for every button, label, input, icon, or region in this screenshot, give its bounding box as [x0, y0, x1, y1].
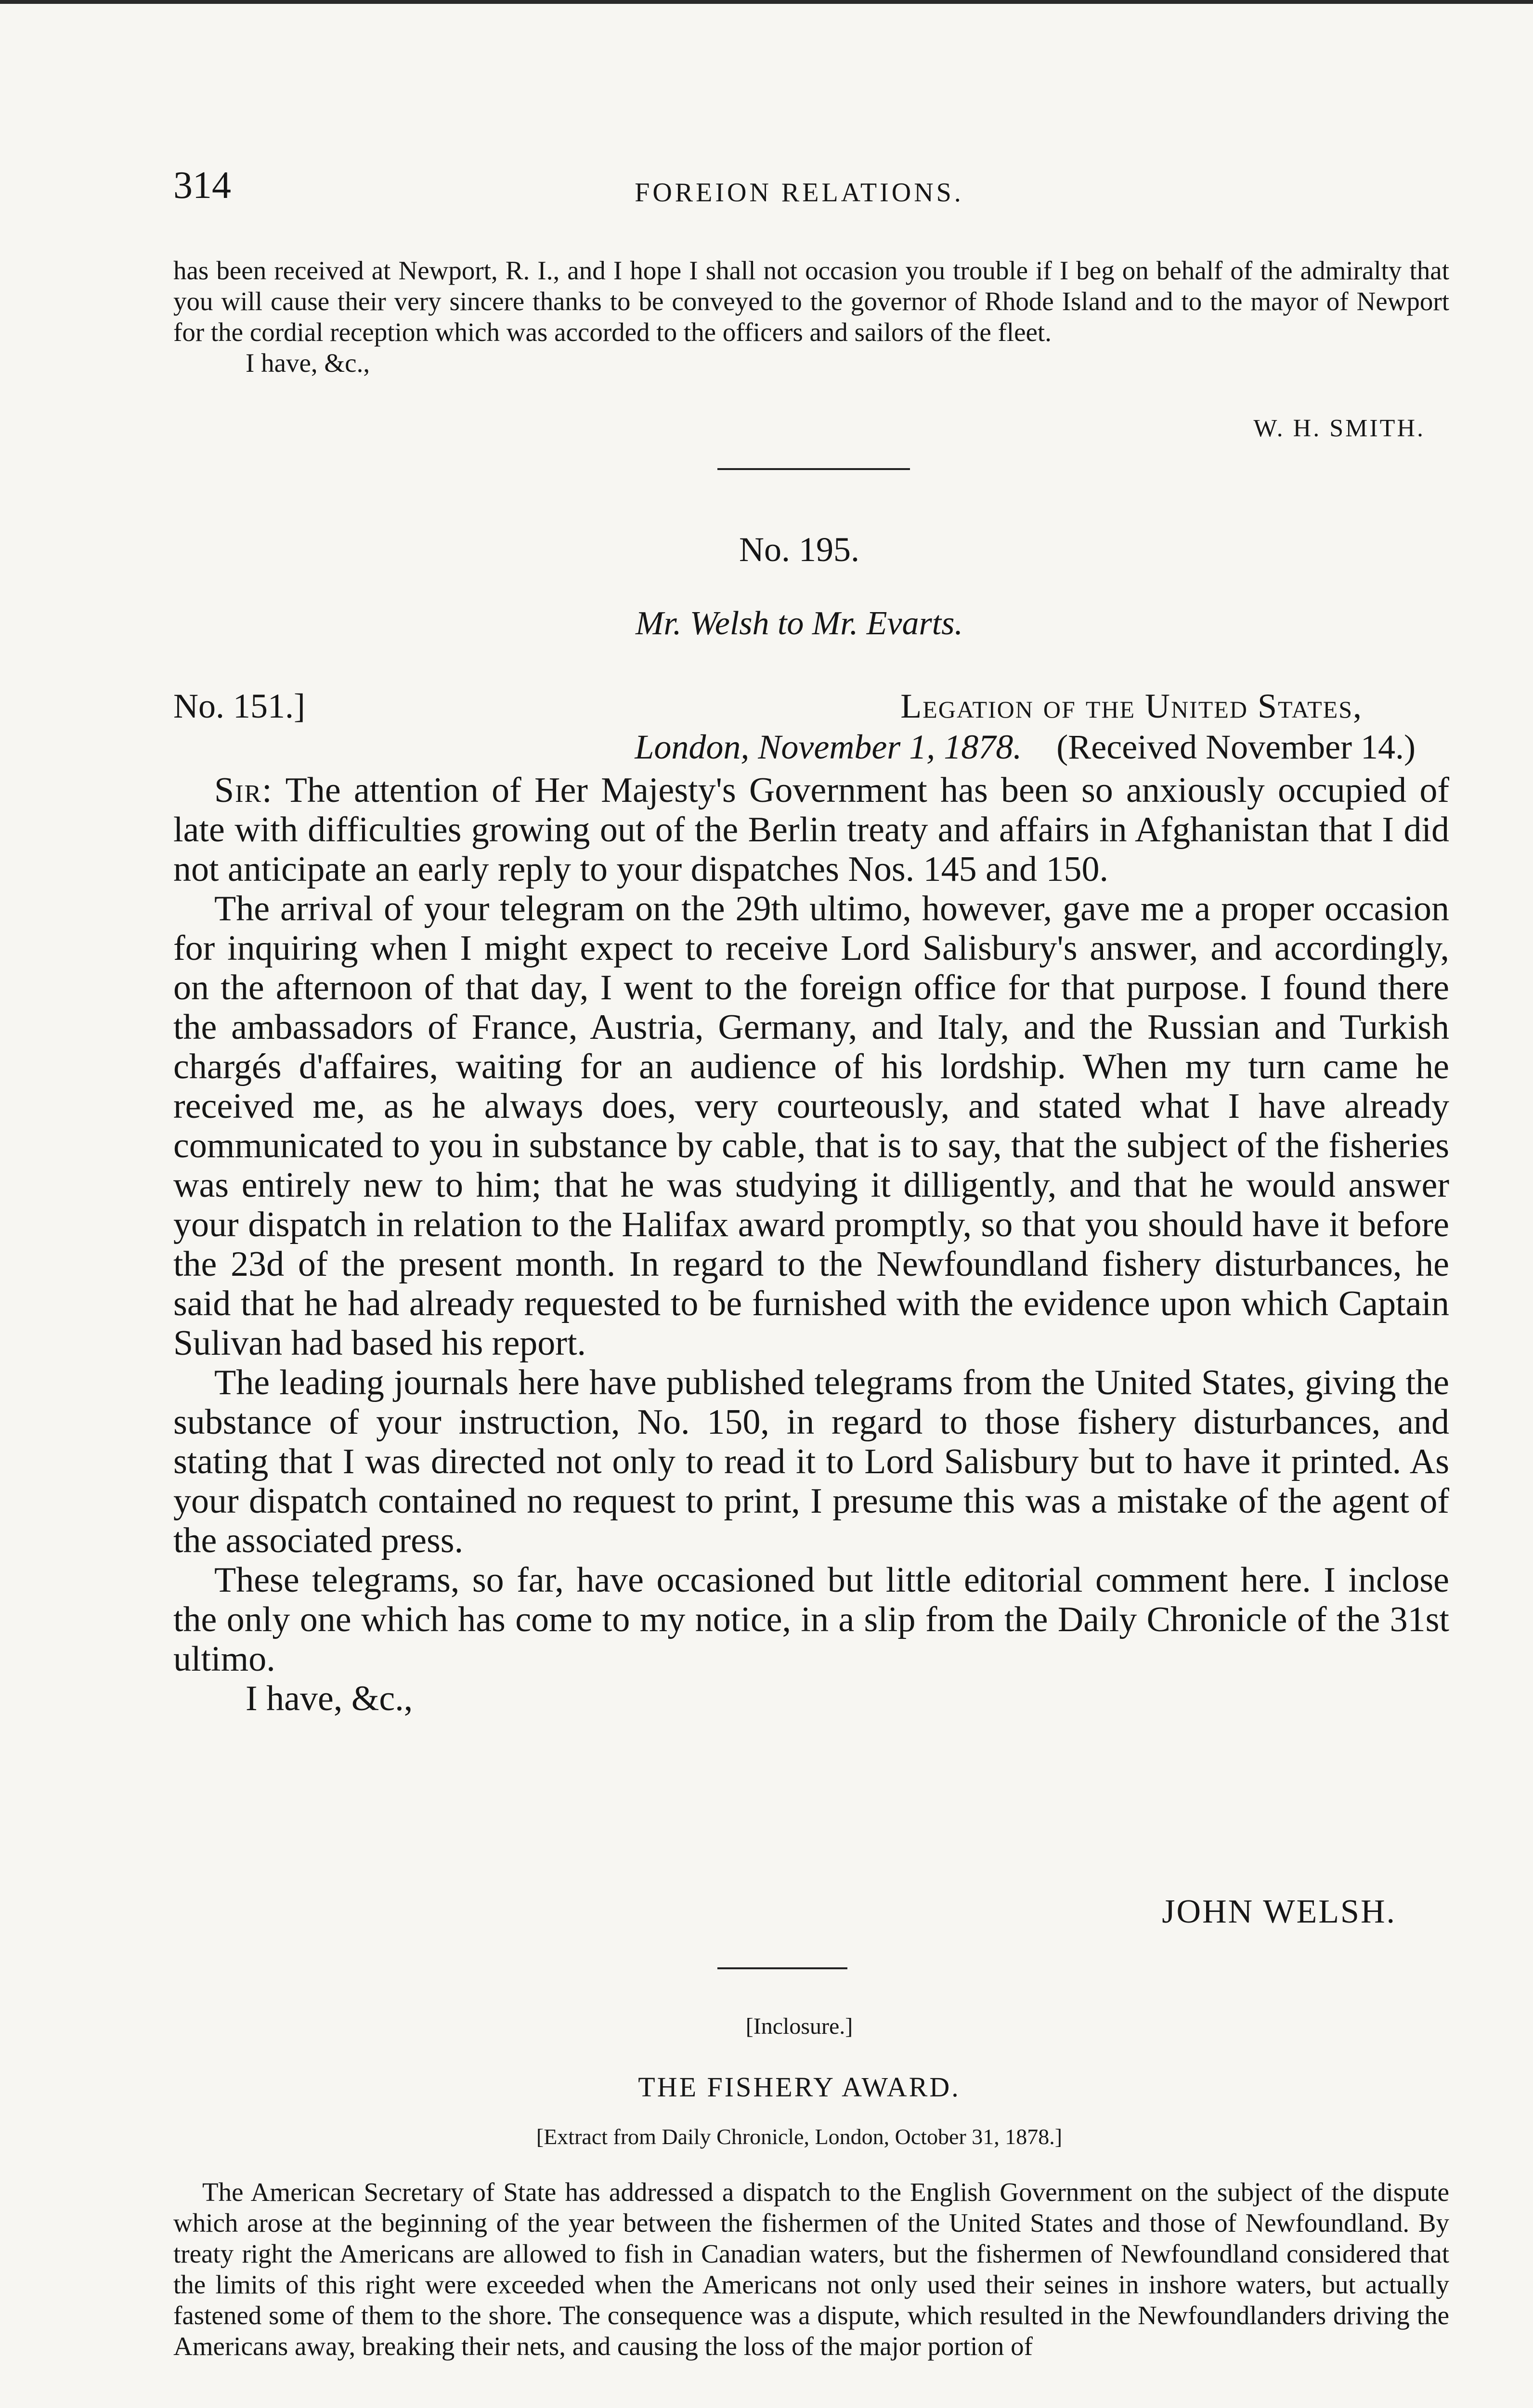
legation-heading: Legation of the United States, — [900, 687, 1363, 725]
article-title: THE FISHERY AWARD. — [638, 2071, 961, 2103]
dispatch-reference: No. 151.] — [173, 687, 305, 725]
letter-closing: I have, &c., — [246, 1679, 413, 1718]
letter-paragraph: These telegrams, so far, have occasioned but little editorial comment here. I inclose the only one which has come to my notice, in a slip from the Daily Chronicle of the 31st ultimo. — [173, 1560, 1449, 1679]
article-body — [173, 2177, 1449, 2362]
previous-letter-text: has been received at Newport, R. I., and I hope I shall not occasion you trouble if I beg on behalf of the admiralty that you will cause their very sincere thanks to be conveyed to the governor of Rhode Island and to the mayor of Newport for the cordial reception which was accorded to the officers and sailors of the fleet. — [173, 256, 1449, 347]
document-title: Mr. Welsh to Mr. Evarts. — [636, 605, 963, 642]
inclosure-label: [Inclosure.] — [745, 2014, 853, 2039]
previous-letter-signature: W. H. SMITH. — [1253, 415, 1425, 442]
letter-signature: JOHN WELSH. — [1162, 1893, 1396, 1930]
place-date: London, November 1, 1878. — [635, 728, 1022, 766]
letter-body — [173, 771, 1449, 1718]
previous-letter-closing: I have, &c., — [246, 348, 370, 378]
inclosure-divider — [717, 1967, 847, 1969]
article-source: [Extract from Daily Chronicle, London, October 31, 1878.] — [536, 2124, 1063, 2149]
running-head: FOREION RELATIONS. — [635, 178, 964, 208]
article-paragraph: The American Secretary of State has addressed a dispatch to the English Government on the subject of the dispute which arose at the beginning of the year between the fishermen of the United States and those of Newfoundland. By treaty right the Americans are allowed to fish in Canadian waters, but the fishermen of Newfoundland considered that the limits of this right were exceeded when the Americans not only used their seines in inshore waters, but actually fastened some of them to the shore. The consequence was a dispute, which resulted in the Newfoundlanders driving the Americans away, breaking their nets, and causing the loss of the major portion of — [173, 2177, 1449, 2361]
previous-letter-body — [173, 255, 1449, 379]
section-divider — [717, 468, 910, 470]
letter-paragraph: The arrival of your telegram on the 29th ultimo, however, gave me a proper occasion for inquiring when I might expect to receive Lord Salisbury's answer, and accordingly, on the afternoon of that day, I went to the foreign office for that purpose. I found there the ambassadors of France, Austria, Germany, and Italy, and the Russian and Turkish chargés d'affaires, waiting for an audience of his lordship. When my turn came he received me, as he always does, very courteously, and stated what I have already communicated to you in substance by cable, that is to say, that the subject of the fisheries was entirely new to him; that he was studying it dilligently, and that he would answer your dispatch in relation to the Halifax award promptly, so that you should have it before the 23d of the present month. In regard to the Newfoundland fishery disturbances, he said that he had already requested to be furnished with the evidence upon which Captain Sulivan had based his report. — [173, 889, 1449, 1363]
page-header — [164, 164, 1435, 222]
document-number: No. 195. — [739, 530, 859, 569]
received-date: (Received November 14.) — [1056, 728, 1416, 766]
salutation: Sir: — [214, 771, 273, 810]
page-number: 314 — [173, 164, 231, 207]
letter-paragraph: Sir: The attention of Her Majesty's Government has been so anxiously occupied of late with difficulties growing out of the Berlin treaty and affairs in Afghanistan that I did not anticipate an early reply to your dispatches Nos. 145 and 150. — [173, 771, 1449, 889]
dateline-bottom — [173, 727, 1416, 767]
letter-paragraph: The leading journals here have published telegrams from the United States, giving the substance of your instruction, No. 150, in regard to those fishery disturbances, and stating that I was directed not only to read it to Lord Salisbury but to have it printed. As your dispatch contained no request to print, I presume this was a mistake of the agent of the associated press. — [173, 1363, 1449, 1560]
